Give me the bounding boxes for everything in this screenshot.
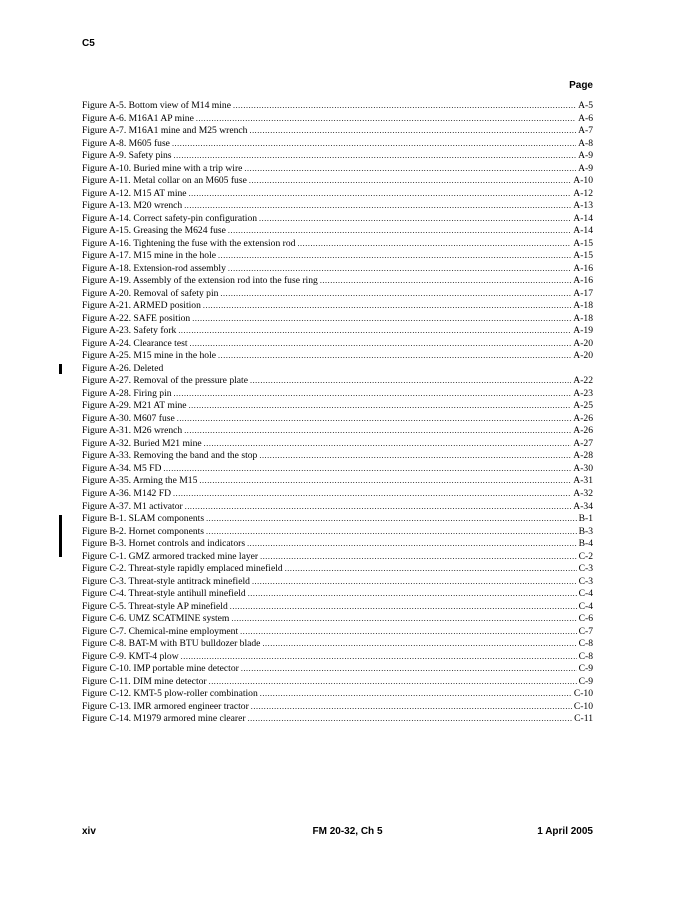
dot-leader xyxy=(173,488,571,501)
footer-page-number: xiv xyxy=(82,826,96,837)
toc-entry xyxy=(82,188,593,201)
toc-entry xyxy=(82,488,593,501)
toc-entry-title: Figure C-7. Chemical-mine employment xyxy=(82,625,239,637)
toc-entry-title: Figure B-1. SLAM components xyxy=(82,513,205,525)
dot-leader xyxy=(259,213,571,226)
toc-entry xyxy=(82,325,593,338)
toc-entry-page: A-20 xyxy=(573,337,593,349)
toc-entry-page: A-9 xyxy=(578,150,593,162)
toc-entry-page: C-10 xyxy=(573,688,593,700)
toc-entry-title: Figure A-24. Clearance test xyxy=(82,337,188,349)
toc-entry-title: Figure A-14. Correct safety-pin configuration xyxy=(82,212,258,224)
toc-entry-title: Figure A-30. M607 fuse xyxy=(82,412,175,424)
toc-entry-page: A-6 xyxy=(578,112,593,124)
toc-entry-title: Figure A-7. M16A1 mine and M25 wrench xyxy=(82,125,248,137)
dot-leader xyxy=(247,538,577,551)
toc-entry-title: Figure A-15. Greasing the M624 fuse xyxy=(82,225,226,237)
toc-entry-page: A-20 xyxy=(573,350,593,362)
toc-entry-title: Figure A-5. Bottom view of M14 mine xyxy=(82,100,231,111)
dot-leader xyxy=(203,300,571,313)
toc-entry xyxy=(82,713,593,726)
toc-entry xyxy=(82,576,593,589)
toc-entry-page: C-9 xyxy=(578,663,593,675)
dot-leader xyxy=(249,175,571,188)
dot-leader xyxy=(206,513,577,526)
dot-leader xyxy=(196,113,576,126)
toc-entry xyxy=(82,663,593,676)
toc-entry-page: C-8 xyxy=(578,638,593,650)
toc-entry-page: A-31 xyxy=(573,475,593,487)
toc-entry xyxy=(82,601,593,614)
toc-entry-page: B-1 xyxy=(578,513,593,525)
toc-entry-title: Figure A-35. Arming the M15 xyxy=(82,475,198,487)
toc-entry-page: A-14 xyxy=(573,225,593,237)
dot-leader xyxy=(320,275,571,288)
dot-leader xyxy=(248,713,573,726)
toc-entry-title: Figure C-3. Threat-style antitrack minefield xyxy=(82,575,250,587)
toc-entry-title: Figure A-25. M15 mine in the hole xyxy=(82,350,217,362)
dot-leader xyxy=(297,238,571,251)
toc-entry-title: Figure A-34. M5 FD xyxy=(82,462,162,474)
dot-leader xyxy=(230,601,577,614)
toc-entry-page: A-16 xyxy=(573,262,593,274)
toc-entry-title: Figure C-1. GMZ armored tracked mine layer xyxy=(82,550,259,562)
toc-entry-title: Figure C-4. Threat-style antihull minefield xyxy=(82,588,246,600)
toc-entry-page: B-4 xyxy=(578,538,593,550)
toc-entry-page: C-9 xyxy=(578,675,593,687)
toc-entry-title: Figure C-11. DIM mine detector xyxy=(82,675,207,687)
dot-leader xyxy=(233,100,576,113)
dot-leader xyxy=(228,263,571,276)
dot-leader xyxy=(204,438,572,451)
toc-entry-title: Figure C-5. Threat-style AP minefield xyxy=(82,600,228,612)
toc-entry xyxy=(82,626,593,639)
toc-entry-page: A-32 xyxy=(573,487,593,499)
toc-entry-page: A-26 xyxy=(573,412,593,424)
dot-leader xyxy=(241,663,577,676)
toc-entry xyxy=(82,313,593,326)
toc-entry-title: Figure A-36. M142 FD xyxy=(82,487,172,499)
toc-entry xyxy=(82,275,593,288)
toc-entry xyxy=(82,150,593,163)
toc-entry-title: Figure C-9. KMT-4 plow xyxy=(82,650,179,662)
toc-entry-title: Figure A-10. Buried mine with a trip wire xyxy=(82,162,243,174)
toc-entry-title: Figure A-11. Metal collar on an M605 fuse xyxy=(82,175,247,187)
toc-entry-title: Figure A-29. M21 AT mine xyxy=(82,400,187,412)
page-column-heading: Page xyxy=(569,80,593,91)
toc-entry-page: A-19 xyxy=(573,325,593,337)
toc-entry-page: C-4 xyxy=(578,588,593,600)
toc-entry-page: A-23 xyxy=(573,387,593,399)
toc-entry-title: Figure A-18. Extension-rod assembly xyxy=(82,262,226,274)
dot-leader xyxy=(174,388,572,401)
dot-leader xyxy=(262,638,576,651)
dot-leader xyxy=(244,163,576,176)
toc-entry xyxy=(82,138,593,151)
toc-entry-page: A-26 xyxy=(573,425,593,437)
toc-entry-title: Figure C-2. Threat-style rapidly emplaced minefield xyxy=(82,563,283,575)
toc-entry xyxy=(82,688,593,701)
toc-entry-page: A-12 xyxy=(573,187,593,199)
dot-leader xyxy=(177,413,572,426)
toc-entry-title: Figure A-19. Assembly of the extension rod into the fuse ring xyxy=(82,275,318,287)
toc-entry-page: A-14 xyxy=(573,212,593,224)
toc-entry-page: C-8 xyxy=(578,650,593,662)
toc-entry xyxy=(82,125,593,138)
toc-entry-page: A-30 xyxy=(573,462,593,474)
footer-date: 1 April 2005 xyxy=(537,826,593,837)
toc-entry xyxy=(82,388,593,401)
toc-entry-title: Figure C-14. M1979 armored mine clearer xyxy=(82,713,246,725)
toc-entry-title: Figure A-32. Buried M21 mine xyxy=(82,437,202,449)
toc-entry xyxy=(82,300,593,313)
toc-entry-page: A-9 xyxy=(578,162,593,174)
toc-entry-page: A-8 xyxy=(578,137,593,149)
toc-entry-page: A-28 xyxy=(573,450,593,462)
footer-publication: FM 20-32, Ch 5 xyxy=(312,826,383,837)
change-bar xyxy=(59,364,62,374)
toc-entry xyxy=(82,463,593,476)
toc-entry xyxy=(82,200,593,213)
toc-entry xyxy=(82,501,593,514)
toc-entry-title: Figure B-2. Hornet components xyxy=(82,525,205,537)
toc-entry-title: Figure A-27. Removal of the pressure plate xyxy=(82,375,248,387)
dot-leader xyxy=(174,150,577,163)
toc-entry xyxy=(82,375,593,388)
toc-entry xyxy=(82,701,593,714)
dot-leader xyxy=(209,676,577,689)
toc-entry-title: Figure C-12. KMT-5 plow-roller combination xyxy=(82,688,258,700)
toc-entry-title: Figure A-20. Removal of safety pin xyxy=(82,287,219,299)
toc-entry-page: C-10 xyxy=(573,700,593,712)
dot-leader xyxy=(228,225,571,238)
toc-entry xyxy=(82,563,593,576)
toc-entry xyxy=(82,213,593,226)
dot-leader xyxy=(189,400,572,413)
toc-entry-title: Figure A-37. M1 activator xyxy=(82,500,183,512)
toc-entry-title: Figure A-13. M20 wrench xyxy=(82,200,183,212)
dot-leader xyxy=(199,475,571,488)
toc-entry-title: Figure A-31. M26 wrench xyxy=(82,425,183,437)
dot-leader xyxy=(192,313,571,326)
toc-entry xyxy=(82,175,593,188)
dot-leader xyxy=(220,288,571,301)
toc-entry-page: A-5 xyxy=(578,100,593,111)
toc-entry xyxy=(82,225,593,238)
dot-leader xyxy=(285,563,577,576)
dot-leader xyxy=(259,450,571,463)
dot-leader xyxy=(172,138,576,151)
dot-leader xyxy=(249,125,576,138)
dot-leader xyxy=(181,651,577,664)
dot-leader xyxy=(250,375,571,388)
toc-entry-title: Figure A-9. Safety pins xyxy=(82,150,172,162)
toc-entry xyxy=(82,475,593,488)
dot-leader xyxy=(184,425,571,438)
toc-entry-title: Figure A-26. Deleted xyxy=(82,362,164,374)
toc-entry-page: A-22 xyxy=(573,375,593,387)
toc-entry-page: A-27 xyxy=(573,437,593,449)
dot-leader xyxy=(178,325,571,338)
toc-entry-title: Figure C-6. UMZ SCATMINE system xyxy=(82,613,230,625)
toc-entry-page: C-6 xyxy=(578,613,593,625)
toc-entry-page: A-13 xyxy=(573,200,593,212)
toc-entry xyxy=(82,100,593,113)
toc-entry-title: Figure A-16. Tightening the fuse with the extension rod xyxy=(82,237,296,249)
toc-entry-page: A-16 xyxy=(573,275,593,287)
dot-leader xyxy=(231,613,576,626)
toc-entry-title: Figure A-6. M16A1 AP mine xyxy=(82,112,194,124)
toc-entry xyxy=(82,425,593,438)
toc-entry-page: C-3 xyxy=(578,575,593,587)
toc-entry xyxy=(82,551,593,564)
toc-entry-page: A-15 xyxy=(573,250,593,262)
toc-entry-page: B-3 xyxy=(578,525,593,537)
toc-entry xyxy=(82,400,593,413)
toc-entry xyxy=(82,350,593,363)
toc-entry-title: Figure C-13. IMR armored engineer tractor xyxy=(82,700,249,712)
dot-leader xyxy=(260,688,572,701)
toc-entry xyxy=(82,450,593,463)
dot-leader xyxy=(190,338,572,351)
toc-entry xyxy=(82,163,593,176)
toc-entry-title: Figure B-3. Hornet controls and indicators xyxy=(82,538,246,550)
toc-entry-title: Figure A-12. M15 AT mine xyxy=(82,187,187,199)
toc-entry xyxy=(82,338,593,351)
toc-entry-page: A-17 xyxy=(573,287,593,299)
dot-leader xyxy=(248,588,577,601)
toc-entry xyxy=(82,613,593,626)
toc-entry xyxy=(82,113,593,126)
dot-leader xyxy=(206,526,577,539)
toc-entry-page: C-2 xyxy=(578,550,593,562)
dot-leader xyxy=(240,626,576,639)
list-of-figures xyxy=(82,100,593,726)
dot-leader xyxy=(185,501,572,514)
dot-leader xyxy=(218,350,571,363)
toc-entry-title: Figure A-22. SAFE position xyxy=(82,312,191,324)
dot-leader xyxy=(260,551,577,564)
toc-entry-title: Figure C-8. BAT-M with BTU bulldozer blade xyxy=(82,638,261,650)
toc-entry xyxy=(82,250,593,263)
toc-entry xyxy=(82,288,593,301)
toc-entry-page: A-18 xyxy=(573,312,593,324)
dot-leader xyxy=(218,250,571,263)
toc-entry xyxy=(82,513,593,526)
dot-leader xyxy=(163,463,571,476)
toc-entry-page: C-4 xyxy=(578,600,593,612)
toc-entry-title: Figure A-8. M605 fuse xyxy=(82,137,170,149)
toc-entry-title: Figure A-17. M15 mine in the hole xyxy=(82,250,217,262)
toc-entry xyxy=(82,588,593,601)
dot-leader xyxy=(184,200,571,213)
toc-entry-title: Figure C-10. IMP portable mine detector xyxy=(82,663,239,675)
toc-entry-title: Figure A-33. Removing the band and the stop xyxy=(82,450,258,462)
change-tag: C5 xyxy=(82,38,95,49)
toc-entry-page: C-3 xyxy=(578,563,593,575)
toc-entry xyxy=(82,438,593,451)
toc-entry xyxy=(82,238,593,251)
toc-entry-page: A-25 xyxy=(573,400,593,412)
toc-entry-title: Figure A-23. Safety fork xyxy=(82,325,177,337)
toc-entry xyxy=(82,676,593,689)
toc-entry xyxy=(82,526,593,539)
toc-entry-page: A-34 xyxy=(573,500,593,512)
toc-entry-title: Figure A-28. Firing pin xyxy=(82,387,172,399)
toc-entry-page: A-7 xyxy=(578,125,593,137)
toc-entry-page: C-7 xyxy=(578,625,593,637)
toc-entry xyxy=(82,538,593,551)
toc-entry-page: A-18 xyxy=(573,300,593,312)
toc-entry xyxy=(82,638,593,651)
toc-entry xyxy=(82,363,593,376)
toc-entry xyxy=(82,413,593,426)
toc-entry xyxy=(82,651,593,664)
toc-entry-title: Figure A-21. ARMED position xyxy=(82,300,201,312)
toc-entry xyxy=(82,263,593,276)
toc-entry-page: C-11 xyxy=(574,713,593,725)
toc-entry-page: A-10 xyxy=(573,175,593,187)
dot-leader xyxy=(189,188,572,201)
dot-leader xyxy=(251,701,572,714)
toc-entry-page: A-15 xyxy=(573,237,593,249)
change-bar xyxy=(59,515,62,557)
dot-leader xyxy=(252,576,577,589)
